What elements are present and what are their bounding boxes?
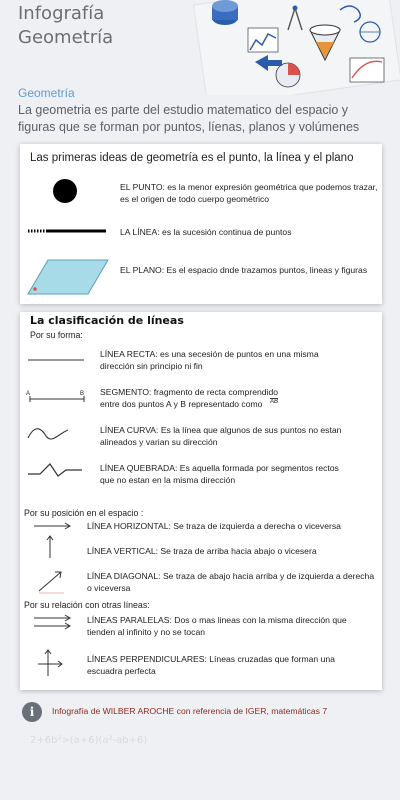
point-icon: [50, 178, 80, 206]
title-line-2: Geometría: [18, 27, 114, 48]
info-icon: i: [22, 702, 42, 722]
geometry-illustration: [190, 0, 400, 95]
by-relation-label: Por su relación con otras líneas:: [24, 600, 150, 610]
credits-text: Infografía de WILBER AROCHE con referencia de IGER, matemáticas 7: [52, 706, 328, 716]
pie-chart-icon: [276, 63, 300, 87]
intro-text: La geometria es parte del estudio matematico del espacio y figuras que se forman por puntos, líenas, planos y volúmenes: [18, 103, 360, 134]
graph-icon: [350, 58, 384, 82]
plane-description: EL PLANO: Es el espacio dnde trazamos puntos, lineas y figuras: [120, 265, 368, 275]
classification-heading: La clasificación de líneas: [30, 314, 184, 327]
vertical-arrow-icon: [44, 534, 56, 560]
intro-title: Geometría: [18, 86, 75, 100]
curved-line-description: LÍNEA CURVA: Es la línea que algunos de sus puntos no estan alineados y varian su dirección: [100, 425, 342, 447]
straight-line-icon: [26, 356, 86, 364]
cylinder-icon: [212, 0, 238, 25]
segment-point-b-label: B: [80, 391, 85, 397]
curved-line-icon: [26, 424, 70, 444]
segment-point-a-label: A: [26, 391, 31, 397]
title-line-1: Infografía: [18, 3, 105, 24]
perpendicular-lines-icon: [36, 646, 66, 678]
horizontal-line-description: LÍNEA HORIZONTAL: Se traza de izquierda a derecha o viceversa: [87, 521, 341, 531]
by-form-label: Por su forma:: [30, 330, 83, 340]
perpendicular-lines-description: LÍNEAS PERPENDICULARES: Líneas cruzadas que forman una escuadra perfecta: [87, 654, 335, 676]
straight-line-description: LÍNEA RECTA: es una secesión de puntos en una misma dirección sin principio ni fin: [100, 349, 319, 371]
diagonal-arrow-icon: [36, 568, 66, 594]
basic-ideas-heading: Las primeras ideas de geometría es el punto, la línea y el plano: [30, 152, 354, 164]
broken-line-description: LÍNEA QUEBRADA: Es aquella formada por segmentos rectos que no estan en la misma dirección: [100, 463, 339, 485]
line-classification-card: [20, 312, 382, 690]
parallel-lines-icon: [32, 614, 74, 630]
line-icon: [26, 226, 108, 236]
page-title: [18, 2, 113, 50]
vertical-line-description: LÍNEA VERTICAL: Se traza de arriba hacia abajo o vicesera: [87, 546, 317, 556]
line-description: LA LÍNEA: es la sucesión continua de puntos: [120, 227, 292, 237]
chart-icon: [248, 28, 278, 52]
plane-icon: [26, 256, 110, 298]
basic-ideas-card: [20, 144, 382, 304]
broken-line-icon: [26, 460, 86, 480]
diagonal-line-description: LÍNEA DIAGONAL: Se traza de abajo hacia arriba y de izquierda a derecha o viceversa: [87, 571, 375, 593]
point-description: EL PUNTO: es la menor expresión geométrica que podemos trazar, es el origen de todo cuerpo geométrico: [120, 182, 378, 204]
horizontal-arrow-icon: [32, 520, 74, 532]
segment-description: SEGMENTO: fragmento de recta comprendido entre dos puntos A y B representado como: [100, 387, 279, 409]
parallel-lines-description: LÍNEAS PARALELAS: Dos o mas lineas con la misma dirección que tienden al infinito y no se tocan: [87, 615, 347, 637]
segment-notation: AB: [270, 399, 279, 405]
segment-icon: [26, 388, 88, 406]
background-math-text: 2+6b²>(a+6)(a²-ab+6): [30, 735, 148, 746]
by-position-label: Por su posición en el espacio :: [24, 508, 144, 518]
